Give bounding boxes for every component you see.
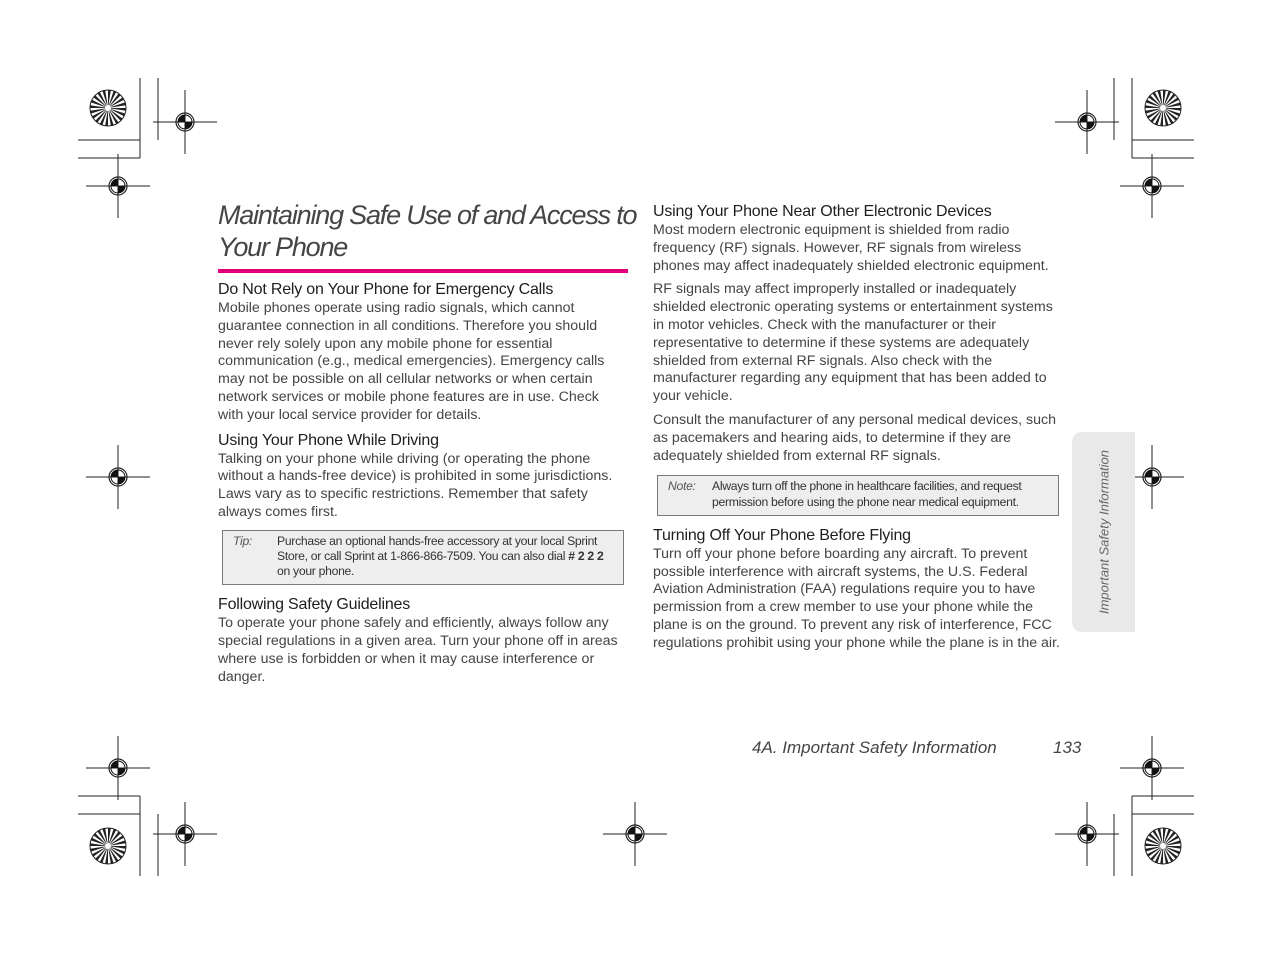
- note-text: Always turn off the phone in healthcare facilities, and request permission before using the phone near medical equipment.: [712, 479, 1022, 509]
- section-body-electronic-p2: RF signals may affect improperly installed or inadequately shielded electronic operating systems or entertainment systems in motor vehicles. Check with the manufacturer or their representative to determine if these systems are adequately shielded from external RF signals. Also check with the manufacturer regarding any equipment that has been added to your vehicle.: [653, 281, 1053, 405]
- section-body-flying: Turn off your phone before boarding any aircraft. To prevent possible interference with aircraft systems, the U.S. Federal Aviation Administration (FAA) regulations require you to have permission from a crew member to use your phone while the plane is on the ground. To prevent any risk of interference, FCC regulations prohibit using your phone while the plane is in the air.: [653, 545, 1060, 651]
- note-label: Note:: [668, 479, 696, 494]
- note-box: [657, 475, 1059, 515]
- tip-box: [222, 530, 624, 586]
- footer-page-number: 133: [1053, 738, 1082, 757]
- title-rule: [218, 269, 628, 273]
- tip-text: Purchase an optional hands-free accessory at your local Sprint Store, or call Sprint at 1-866-866-7509. You can also dial # 2 2 2 on your phone.: [277, 533, 604, 579]
- section-body-driving: Talking on your phone while driving (or operating the phone without a hands-free device) is prohibited in some jurisdictions. Laws vary as to specific restrictions. Remember that safety always comes first.: [218, 450, 613, 520]
- tip-label: Tip:: [233, 533, 253, 548]
- tip-dial-code: # 2 2 2: [568, 548, 604, 563]
- side-chapter-tab: [1072, 432, 1135, 632]
- section-heading-guidelines: Following Safety Guidelines: [218, 596, 411, 614]
- page-title: Maintaining Safe Use of and Access to Your Phone: [218, 200, 637, 262]
- section-heading-electronic-devices: Using Your Phone Near Other Electronic Devices: [653, 203, 992, 220]
- section-body-electronic-p1: Most modern electronic equipment is shielded from radio frequency (RF) signals. However, RF signals from wireless phones may affect inadequately shielded electronic equipment.: [653, 222, 1049, 274]
- section-body-electronic-p3: Consult the manufacturer of any personal medical devices, such as pacemakers and hearing aids, to determine if they are adequately shielded from external RF signals.: [653, 411, 1056, 464]
- left-column: [218, 280, 628, 693]
- section-body-emergency: Mobile phones operate using radio signals, which cannot guarantee connection in all conditions. Therefore you should never rely solely upon any mobile phone for essential communication (e.g., medical emergencies). Emergency calls may not be possible on all cellular networks or when certain network services or mobile phone features are in use. Check with your local service provider for details.: [218, 300, 605, 423]
- section-heading-emergency: Do Not Rely on Your Phone for Emergency Calls: [218, 281, 554, 298]
- right-column: [653, 202, 1063, 659]
- section-heading-driving: Using Your Phone While Driving: [218, 431, 439, 449]
- section-body-guidelines: To operate your phone safely and efficiently, always follow any special regulations in a given area. Turn your phone off in areas where use is forbidden or when it may cause interference or danger.: [218, 615, 618, 685]
- side-tab-label: Important Safety Information: [1096, 449, 1111, 615]
- footer-section-title: 4A. Important Safety Information: [752, 738, 997, 757]
- section-heading-flying: Turning Off Your Phone Before Flying: [653, 526, 911, 544]
